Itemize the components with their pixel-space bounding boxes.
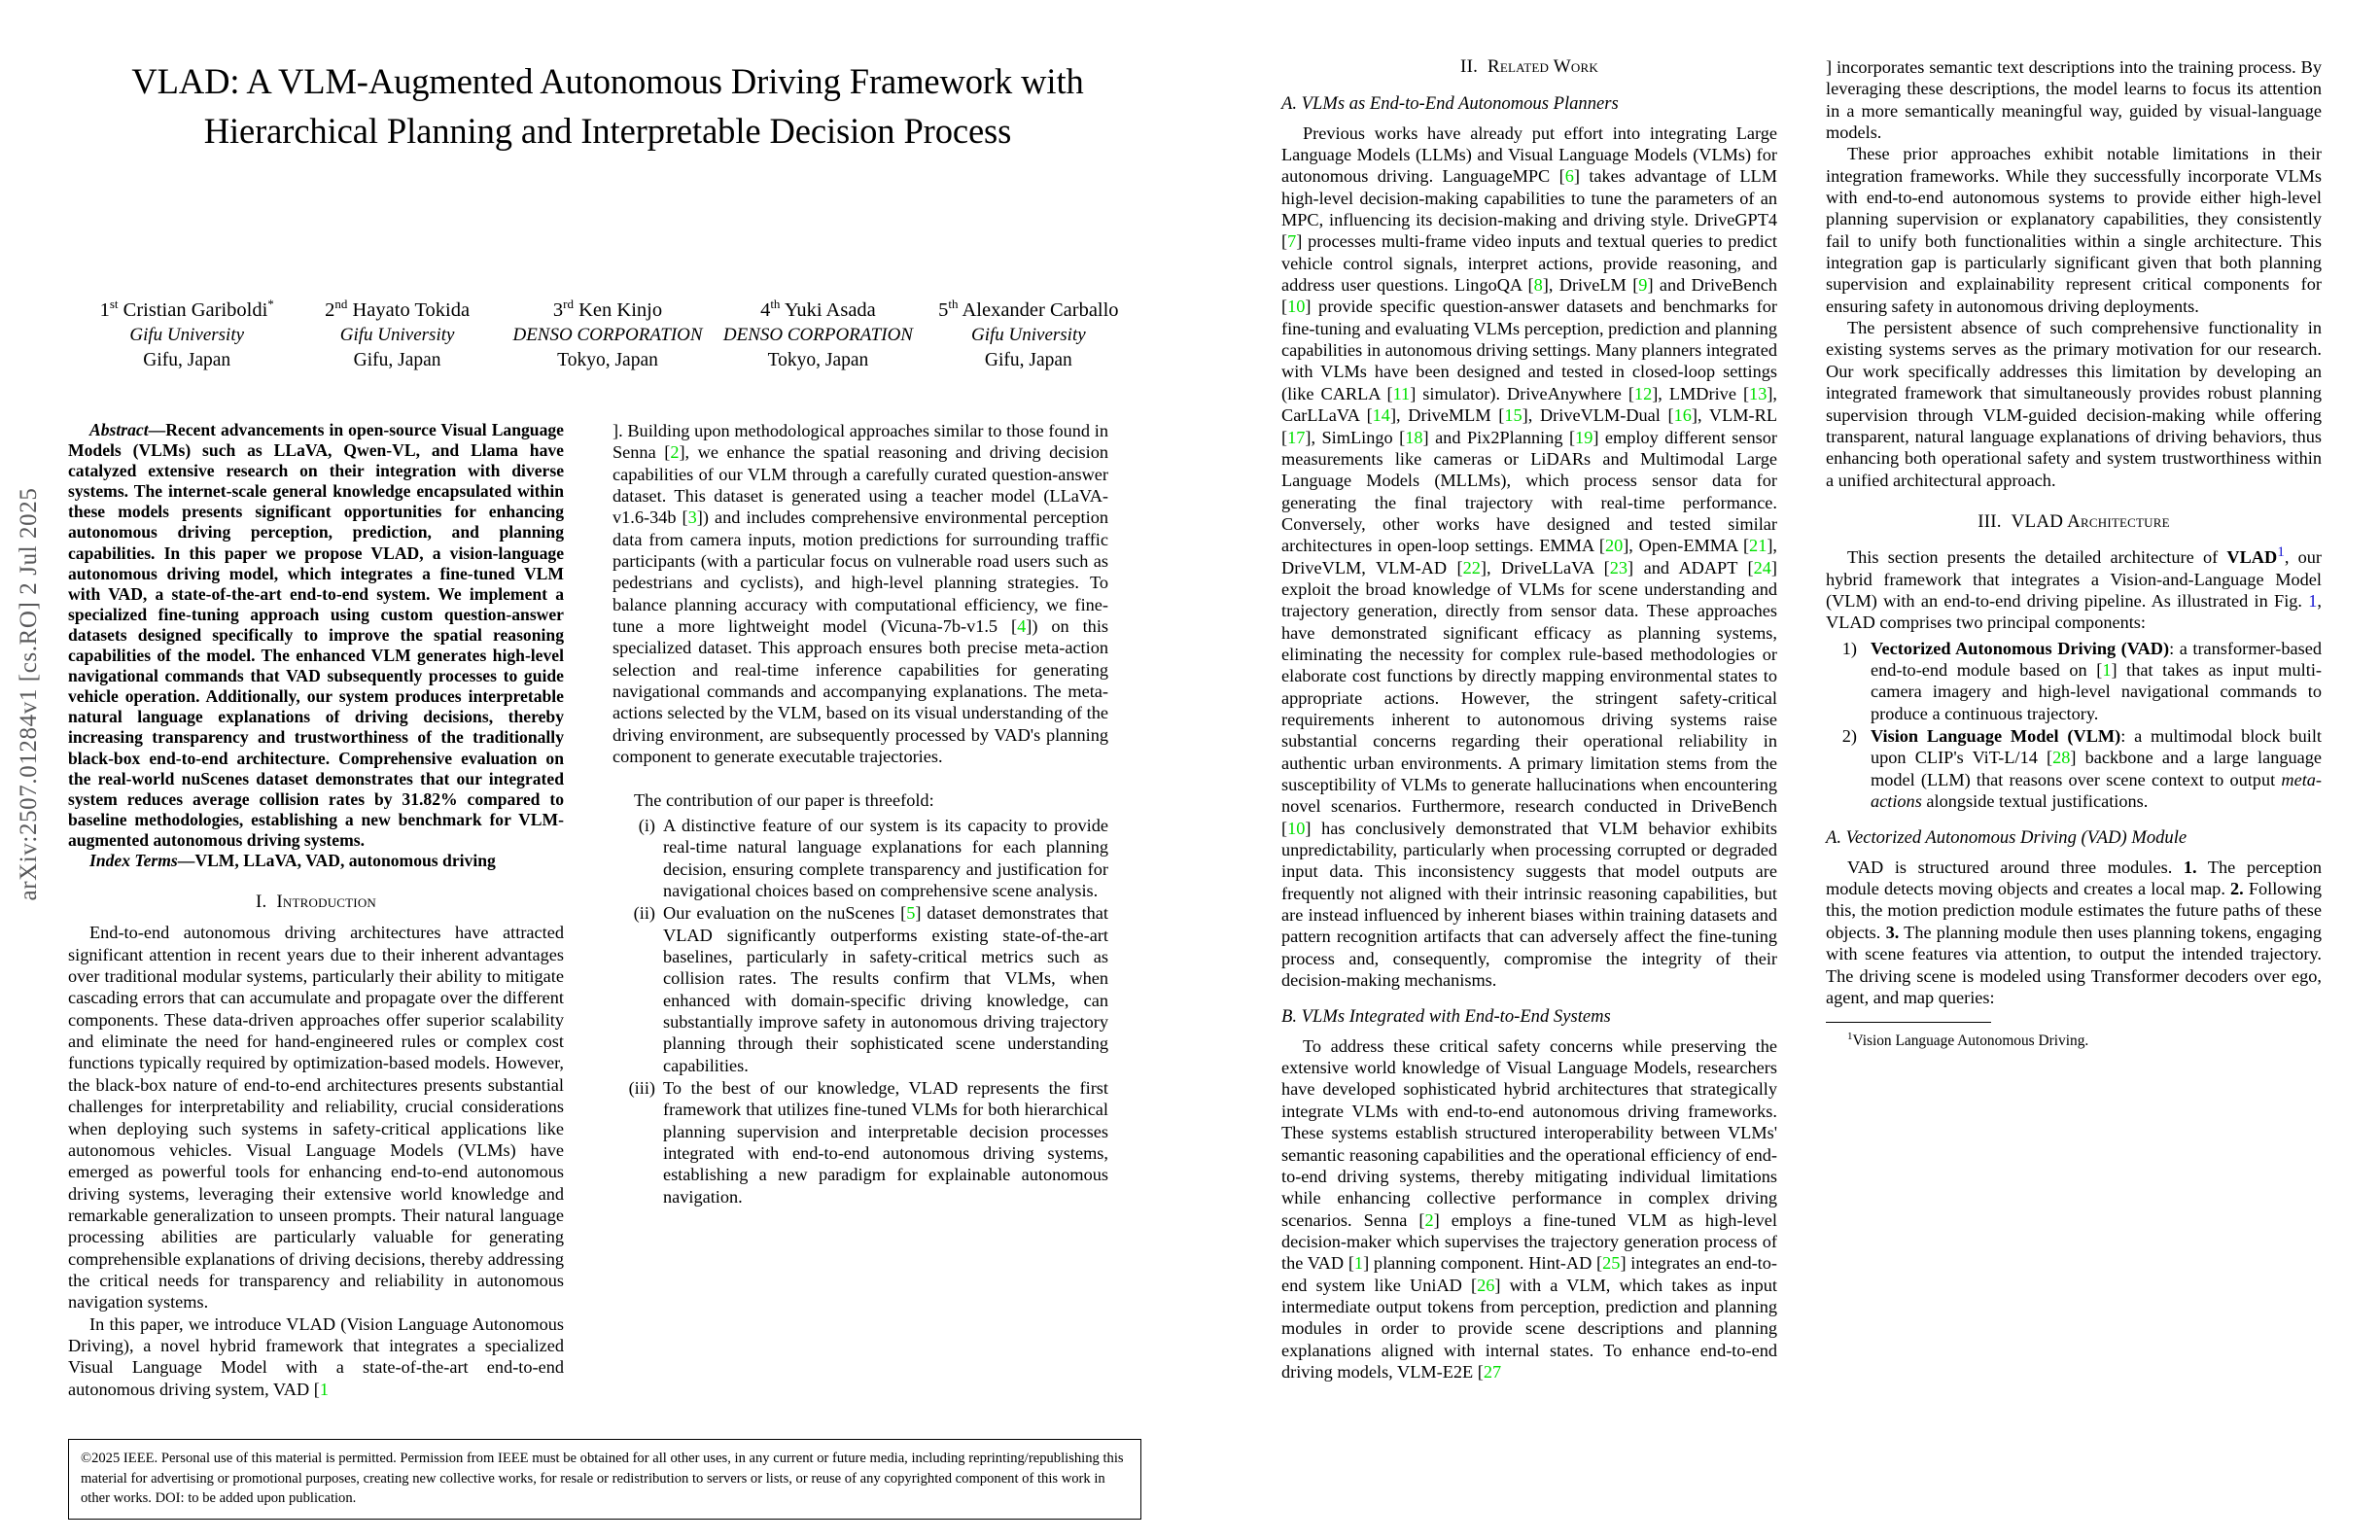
list-text: Vision Language Model (VLM): a multimodal block built upon CLIP's ViT-L/14 [28] backbone and a large language model (LLM) that reasons over scene context to output meta-actions alongside textual justifications. [1871,726,2323,812]
vad-module-paragraph: VAD is structured around three modules. 1. The perception module detects moving objects and creates a local map. 2. Following this, the motion prediction module estimates the future paths of these objects. 3. The planning module then uses planning tokens, engaging with scene features via attention, to output the intended trajectory. The driving scene is modeled using Transformer decoders over ego, agent, and map queries: [1826,857,2322,1007]
section-heading-vlad-architecture [1826,511,2322,533]
citation-link[interactable]: 26 [1477,1275,1495,1295]
citation-link[interactable]: 17 [1287,427,1306,447]
citation-link[interactable]: 7 [1287,231,1297,252]
citation-link[interactable]: 8 [1533,275,1543,296]
component-name: Vision Language Model (VLM) [1871,726,2121,747]
author-location: Gifu, Japan [984,349,1072,370]
list-item [612,1077,1108,1208]
list-item [612,815,1108,901]
citation-link[interactable]: 25 [1602,1253,1621,1274]
citation-link[interactable]: 5 [906,903,916,924]
author-name: Cristian Gariboldi [122,298,268,321]
subsection-heading-b [1281,1006,1777,1028]
copyright-notice: ©2025 IEEE. Personal use of this material is permitted. Permission from IEEE must be obtained for all other uses, in any current or future media, including reprinting/republishing this material for advertising or promotional purposes, creating new collective works, for resale or redistribution to servers or lists, or reuse of any copyrighted component of this work in other works. DOI: to be added upon publication. [68,1439,1141,1520]
citation-link[interactable]: 11 [1392,383,1411,403]
citation-link[interactable]: 22 [1462,557,1481,578]
component-name: Vectorized Autonomous Driving (VAD) [1871,638,2170,658]
citation-link[interactable]: 28 [2052,748,2071,768]
step-number: 3. [1885,922,1900,942]
author-affiliation: Gifu University [970,325,1086,346]
author-entry [292,292,502,372]
author-ordinal: 2nd [325,297,348,321]
author-name-line [503,292,713,323]
list-item [1826,725,2322,812]
subsection-title: Vectorized Autonomous Driving (VAD) Module [1845,827,2188,849]
author-affiliation: DENSO CORPORATION [512,325,703,346]
subsection-heading-a [1281,93,1777,115]
citation-link[interactable]: 1 [2102,660,2112,681]
author-name: Hayato Tokida [352,298,471,321]
author-affiliation: Gifu University [129,325,245,346]
author-list [68,292,1147,372]
contribution-lead: The contribution of our paper is threefold: [634,789,934,810]
footnote-marker: 1 [1847,1031,1853,1043]
author-location: Tokyo, Japan [557,349,658,370]
citation-link[interactable]: 18 [1405,427,1423,447]
list-marker: (ii) [633,903,655,924]
list-text: Our evaluation on the nuScenes [5] dataset demonstrates that VLAD significantly outperforms existing state-of-the-art baselines, particularly in safety-critical metrics such as collision rates. The results confirm that VLMs, when enhanced with domain-specific driving knowledge, can substantially improve safety in autonomous driving trajectory planning through their sophisticated scene understanding capabilities. [663,903,1108,1075]
related-work-a-paragraph: Previous works have already put effort into integrating Large Language Models (LLMs) and Visual Language Models (VLMs) for autonomous driving. LanguageMPC [6] takes advantage of LLM high-level decision-making capabilities to tune the parameters of an MPC, influencing its decision-making and driving style. DriveGPT4 [7] processes multi-frame video inputs and textual queries to predict vehicle control signals, interpret actions, provide reasoning, and address user questions. LingoQA [8], DriveLM [9] and DriveBench [10] provide specific question-answer datasets and benchmarks for fine-tuning and evaluating VLMs perception, prediction and planning capabilities in autonomous driving settings. Many planners integrated with VLMs have been designed and tested in closed-loop settings (like CARLA [11] simulator). DriveAnywhere [12], LMDrive [13], CarLLaVA [14], DriveMLM [15], DriveVLM-Dual [16], VLM-RL [17], SimLingo [18] and Pix2Planning [19] employ different sensor measurements like cameras or LiDARs and Multimodal Large Language Models (MLLMs), which process sensor data for generating the final trajectory with real-time performance. Conversely, other works have designed and tested similar architectures in open-loop settings. EMMA [20], Open-EMMA [21], DriveVLM, VLM-AD [22], DriveLLaVA [23] and ADAPT [24] exploit the broad knowledge of VLMs for scene understanding and trajectory generation, directly from sensor data. These approaches have demonstrated significant efficacy as planning systems, eliminating the necessity for complex rule-based methodologies or elaborate cost functions by directly mapping environmental states to appropriate actions. However, the stringent safety-critical requirements inherent to autonomous driving systems raise substantial concerns regarding their operational reliability in authentic urban environments. A primary limitation stems from the susceptibility of VLMs to generate hallucinations when encountering novel scenarios. Furthermore, research conducted in DriveBench [10] has conclusively demonstrated that VLM behavior exhibits unpredictability, particularly when processing corrupted or degraded input data. This inconsistency suggests that model outputs are frequently not aligned with their intrinsic reasoning capabilities, but are instead influenced by inherent biases within training datasets and pattern recognition artifacts that can adversely affect the fine-tuning process and, consequently, compromise the integrity of their decision-making mechanisms. [1281,122,1778,991]
citation-link[interactable]: 16 [1673,405,1692,426]
index-terms-text: VLM, LLaVA, VAD, autonomous driving [194,850,496,870]
citation-link[interactable]: 21 [1749,536,1768,556]
figure-reference-link[interactable]: 1 [2308,591,2318,611]
index-terms-label: Index Terms [89,850,178,870]
section-title: VLAD Architecture [2011,510,2170,532]
section-number: III. [1978,510,2002,532]
author-name: Alexander Carballo [962,298,1119,321]
related-work-b-paragraph-2: These prior approaches exhibit notable limitations in their integration frameworks. While they successfully incorporate VLMs with end-to-end autonomous systems to provide either high-level planning supervision or explanatory capabilities, they consistently fail to unify both functionalities within a single architecture. This integration gap is particularly significant given that both planning supervision and explainability represent critical components for ensuring safety in autonomous driving deployments. [1826,144,2322,316]
index-terms-paragraph [68,851,564,871]
intro-paragraph-1: End-to-end autonomous driving architectures have attracted significant attention in recent years due to their inherent advantages over traditional modular systems, particularly their ability to mitigate cascading errors that can accumulate and propagate over the different components. These data-driven approaches offer superior scalability and eliminate the need for hand-engineered rules or complex cost functions typically required by optimization-based models. However, the black-box nature of end-to-end architectures presents substantial challenges for interpretability and reliability, crucial considerations when deploying such systems in safety-critical applications like autonomous vehicles. Visual Language Models (VLMs) have emerged as powerful tools for enhancing end-to-end autonomous driving systems, leveraging their extensive world knowledge and remarkable generalization to unseen prompts. Their natural language processing abilities are particularly valuable for generating comprehensible explanations of driving decisions, thereby addressing the critical needs for transparency and reliability in autonomous navigation systems. [68,923,564,1312]
text-column-3 [1281,56,1777,1402]
citation-link[interactable]: 10 [1287,297,1306,317]
author-name: Ken Kinjo [578,298,663,321]
footnote-reference-link[interactable]: 1 [2277,543,2285,561]
author-entry [713,292,923,372]
list-item [1826,638,2322,724]
author-ordinal: 3rd [552,297,574,321]
citation-link[interactable]: 2 [1424,1209,1434,1230]
section-title: Introduction [276,892,376,913]
author-affiliation: DENSO CORPORATION [722,325,913,346]
text-column-4 [1826,56,2322,1402]
subsection-letter: A. [1281,93,1298,115]
subsection-letter: B. [1281,1006,1298,1028]
author-name-line [713,292,923,323]
vlad-arch-paragraph-1: This section presents the detailed architecture of VLAD$^1$, our hybrid framework that integrates a Vision-and-Language Model (VLM) with an end-to-end driving pipeline. As illustrated in Fig. 1, VLAD comprises two principal components: [1826,543,2322,633]
related-work-b-paragraph-1-cont: ] incorporates semantic text descriptions into the training process. By leveraging these descriptions, the model learns to focus its attention in a more semantically meaningful way, guided by visual-language models. [1826,57,2322,143]
citation-link[interactable]: 1 [319,1379,329,1399]
citation-link[interactable]: 24 [1753,557,1771,578]
citation-link[interactable]: 2 [670,442,680,463]
component-list [1826,638,2322,813]
footnote-text: $^1$Vision Language Autonomous Driving. [1847,1031,2089,1050]
citation-link[interactable]: 15 [1504,405,1522,426]
list-item [612,902,1108,1076]
author-location: Gifu, Japan [353,349,441,370]
citation-link[interactable]: 3 [687,508,697,528]
arxiv-stamp [0,0,68,1540]
section-number: I. [256,892,267,913]
author-entry [503,292,713,372]
text-column-1 [68,420,564,1402]
citation-link[interactable]: 6 [1564,166,1574,187]
author-name-line [82,292,292,323]
citation-link[interactable]: 13 [1749,383,1768,403]
citation-link[interactable]: 23 [1609,557,1628,578]
author-footnote-marker: * [267,297,274,311]
author-location: Tokyo, Japan [767,349,869,370]
related-work-b-paragraph-1: To address these critical safety concerns while preserving the extensive world knowledge of Visual Language Models, researchers have developed sophisticated hybrid architectures that strategically integrate VLMs with end-to-end autonomous driving frameworks. These systems establish structured interoperability between VLMs' semantic reasoning capabilities and the operational efficiency of end-to-end driving systems, thereby mitigating individual limitations while enhancing collective performance in complex driving scenarios. Senna [2] employs a fine-tuned VLM as high-level decision-maker which supervises the trajectory generation process of the VAD [1] planning component. Hint-AD [25] integrates an end-to-end system like UniAD [26] with a VLM, which takes as input intermediate output tokens from perception, prediction and planning modules in order to provide scene descriptions and planning explanations aligned with internal states. To enhance end-to-end driving models, VLM-E2E [27 [1281,1035,1777,1382]
citation-link[interactable]: 14 [1372,405,1390,426]
author-name-line [292,292,502,323]
section-number: II. [1460,56,1479,77]
step-number: 2. [2230,879,2244,899]
citation-link[interactable]: 12 [1633,383,1653,403]
list-text: To the best of our knowledge, VLAD represents the first framework that utilizes fine-tuned VLMs for both hierarchical planning supervision and interpretable decision processes integrated with end-to-end autonomous driving systems, establishing a new paradigm for explainable autonomous navigation. [663,1077,1108,1207]
list-text: A distinctive feature of our system is its capacity to provide real-time natural language explanations for each planning decision, ensuring complete transparency and justification for navigational choices based on comprehensive scene analysis. [663,815,1108,900]
author-ordinal: 5th [938,297,959,321]
author-name: Yuki Asada [784,298,876,321]
arxiv-stamp-text: arXiv:2507.01284v1 [cs.RO] 2 Jul 2025 [16,487,42,901]
section-heading-introduction [68,892,564,913]
abstract-dash: — [148,420,166,439]
list-marker: (i) [638,815,655,835]
title-block [68,56,1147,156]
index-terms-dash: — [177,850,195,870]
paper-page [68,0,2380,1540]
footnote-divider [1826,1022,1991,1023]
related-work-b-paragraph-3: The persistent absence of such comprehensive functionality in existing systems serves as the primary motivation for our research. Our work specifically addresses this limitation by developing an integrated framework that simultaneously provides robust planning supervision through VLM-guided decision-making while offering transparent, natural language explanations of driving behaviors, thus enhancing both operational safety and system trustworthiness within a unified architectural approach. [1826,318,2322,490]
author-location: Gifu, Japan [143,349,231,370]
subsection-heading-vad-module [1826,827,2322,849]
author-ordinal: 4th [760,297,781,321]
subsection-title: VLMs Integrated with End-to-End Systems [1301,1006,1611,1028]
subsection-letter: A. [1826,827,1842,849]
citation-link[interactable]: 4 [1017,616,1027,637]
contribution-list [612,815,1108,1208]
subsection-title: VLMs as End-to-End Autonomous Planners [1301,93,1619,115]
author-name-line [924,292,1134,323]
citation-link[interactable]: 10 [1287,818,1306,838]
intro-paragraph-2-cont: ]. Building upon methodological approaches similar to those found in Senna [2], we enhance the spatial reasoning and driving decision capabilities of our VLM through a carefully curated question-answer dataset. This dataset is generated using a teacher model (LLaVA-v1.6-34b [3]) and includes comprehensive environmental perception data from camera inputs, motion predictions for surrounding traffic participants (with a particular focus on vulnerable road users such as pedestrians and cyclists), and high-level planning strategies. To balance planning accuracy with computational efficiency, we fine-tune a more lightweight model (Vicuna-7b-v1.5 [4]) on this specialized dataset. This approach ensures both precise meta-action selection and real-time inference capabilities for generating navigational commands and accompanying explanations. The meta-actions selected by the VLM, based on its visual understanding of the driving environment, are subsequently processed by VAD's planning component to generate executable trajectories. [612,421,1109,767]
author-affiliation: Gifu University [339,325,455,346]
list-text: Vectorized Autonomous Driving (VAD): a transformer-based end-to-end module based on [1] that takes as input multi-camera imagery and high-level navigational commands to produce a continuous trajectory. [1871,638,2322,723]
author-entry [924,292,1134,372]
intro-paragraph-2: In this paper, we introduce VLAD (Vision Language Autonomous Driving), a novel hybrid framework that integrates a specialized Visual Language Model with a state-of-the-art end-to-end autonomous driving system, VAD [1 [68,1313,564,1399]
citation-link[interactable]: 27 [1483,1361,1502,1382]
author-ordinal: 1st [99,297,119,321]
author-entry [82,292,292,372]
citation-link[interactable]: 19 [1575,427,1593,447]
abstract-text: Recent advancements in open-source Visual Language Models (VLMs) such as LLaVA, Qwen-VL, and Llama have catalyzed extensive research on their integration with diverse systems. The internet-scale general knowledge encapsulated within these models presents significant opportunities for enhancing autonomous driving perception, prediction, and planning capabilities. In this paper we propose VLAD, a vision-language autonomous driving model, which integrates a fine-tuned VLM with VAD, a state-of-the-art end-to-end system. We implement a specialized fine-tuning approach using custom question-answer datasets designed specifically to improve the spatial reasoning capabilities of the model. The enhanced VLM generates high-level navigational commands that VAD subsequently processes to guide vehicle operation. Additionally, our system produces interpretable natural language explanations of driving decisions, thereby increasing transparency and trustworthiness of the traditionally black-box end-to-end architecture. Comprehensive evaluation on the real-world nuScenes dataset demonstrates that our integrated system reduces average collision rates by 31.82% compared to baseline methodologies, establishing a new benchmark for VLM-augmented autonomous driving systems. [68,420,564,850]
text-column-2 [612,420,1108,1402]
list-marker: 1) [1841,638,1857,658]
section-heading-related-work [1281,56,1777,78]
abstract-label: Abstract [89,420,149,439]
list-marker: (iii) [628,1077,655,1098]
citation-link[interactable]: 1 [1353,1253,1364,1274]
step-number: 1. [2183,857,2197,877]
abstract-paragraph [68,420,564,851]
citation-link[interactable]: 9 [1638,275,1648,296]
section-title: Related Work [1487,56,1598,77]
vlad-bold: VLAD [2226,547,2278,568]
page-title: VLAD: A VLM-Augmented Autonomous Driving Framework with Hierarchical Planning and Interpretable Decision Process [131,61,1084,151]
meta-actions-italic: meta-actions [1871,769,2322,812]
list-marker: 2) [1841,726,1857,747]
citation-link[interactable]: 20 [1604,536,1624,556]
